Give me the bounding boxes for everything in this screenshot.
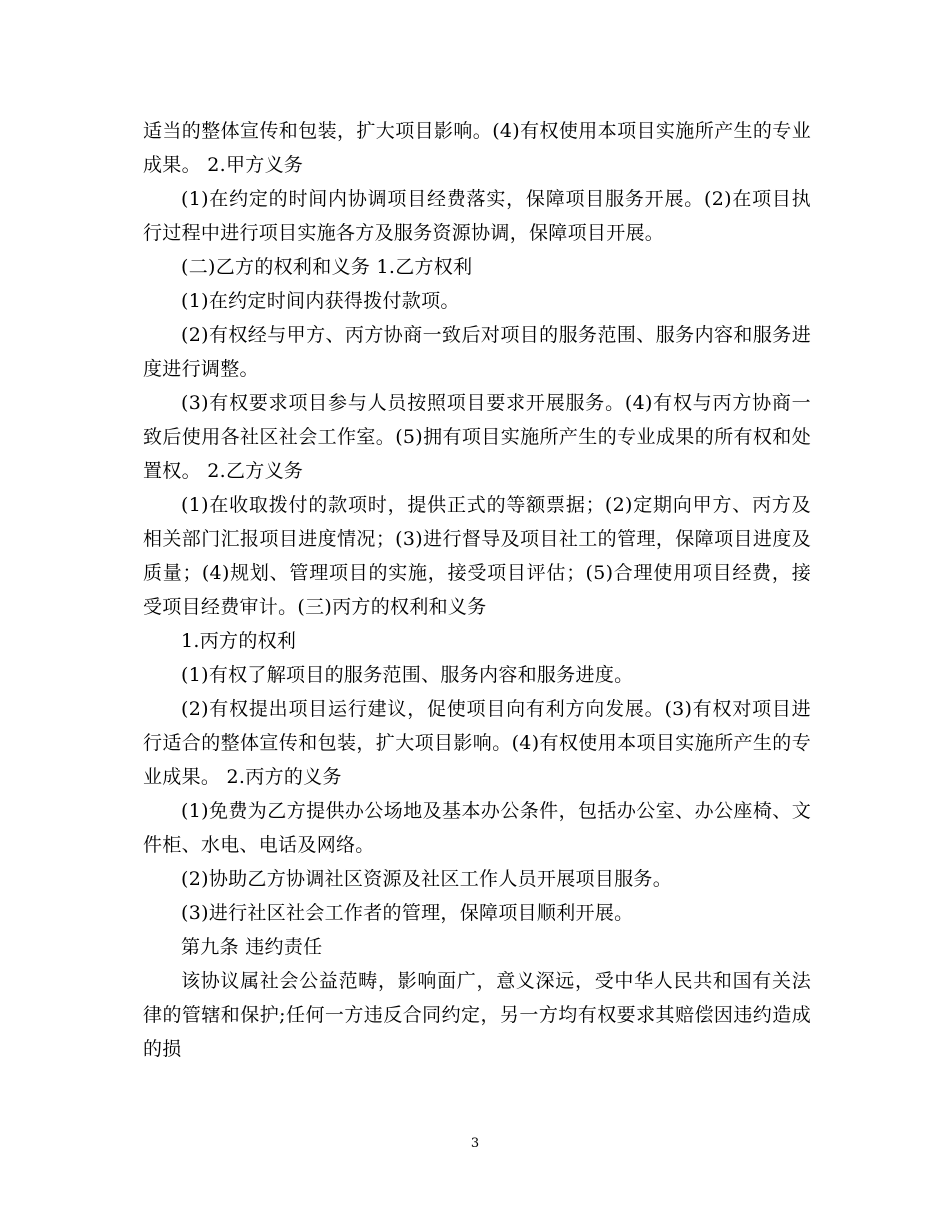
paragraph: (3)有权要求项目参与人员按照项目要求开展服务。(4)有权与丙方协商一致后使用各社区社会工作室。(5)拥有项目实施所产生的专业成果的所有权和处置权。 2.乙方义务: [143, 392, 811, 482]
paragraph: (3)进行社区社会工作者的管理，保障项目顺利开展。: [181, 902, 634, 924]
paragraph: (1)免费为乙方提供办公场地及基本办公条件，包括办公室、办公座椅、文件柜、水电、电话及网络。: [143, 800, 811, 856]
paragraph: (二)乙方的权利和义务 1.乙方权利: [181, 256, 473, 278]
paragraph: (1)有权了解项目的服务范围、服务内容和服务进度。: [181, 664, 634, 686]
paragraph: (1)在收取拨付的款项时，提供正式的等额票据；(2)定期向甲方、丙方及相关部门汇报项目进度情况；(3)进行督导及项目社工的管理，保障项目进度及质量；(4)规划、管理项目的实施，接受项目评估；(5)合理使用项目经费，接受项目经费审计。(三)丙方的权利和义务: [143, 494, 811, 618]
paragraph: (2)有权提出项目运行建议，促使项目向有利方向发展。(3)有权对项目进行适合的整体宣传和包装，扩大项目影响。(4)有权使用本项目实施所产生的专业成果。 2.丙方的义务: [143, 698, 811, 788]
paragraph: (1)在约定的时间内协调项目经费落实，保障项目服务开展。(2)在项目执行过程中进行项目实施各方及服务资源协调，保障项目开展。: [143, 188, 811, 244]
page-number: 3: [470, 1136, 480, 1151]
paragraph: (1)在约定时间内获得拨付款项。: [181, 290, 460, 312]
document-body: [143, 114, 811, 1066]
paragraph: (2)协助乙方协调社区资源及社区工作人员开展项目服务。: [181, 868, 673, 890]
paragraph: 该协议属社会公益范畴，影响面广，意义深远，受中华人民共和国有关法律的管辖和保护;任何一方违反合同约定，另一方均有权要求其赔偿因违约造成的损: [143, 970, 811, 1060]
section-heading: 第九条 违约责任: [181, 936, 323, 958]
paragraph: (2)有权经与甲方、丙方协商一致后对项目的服务范围、服务内容和服务进度进行调整。: [143, 324, 811, 380]
paragraph: 1.丙方的权利: [181, 630, 297, 652]
paragraph: 适当的整体宣传和包装，扩大项目影响。(4)有权使用本项目实施所产生的专业成果。 2.甲方义务: [143, 120, 811, 176]
